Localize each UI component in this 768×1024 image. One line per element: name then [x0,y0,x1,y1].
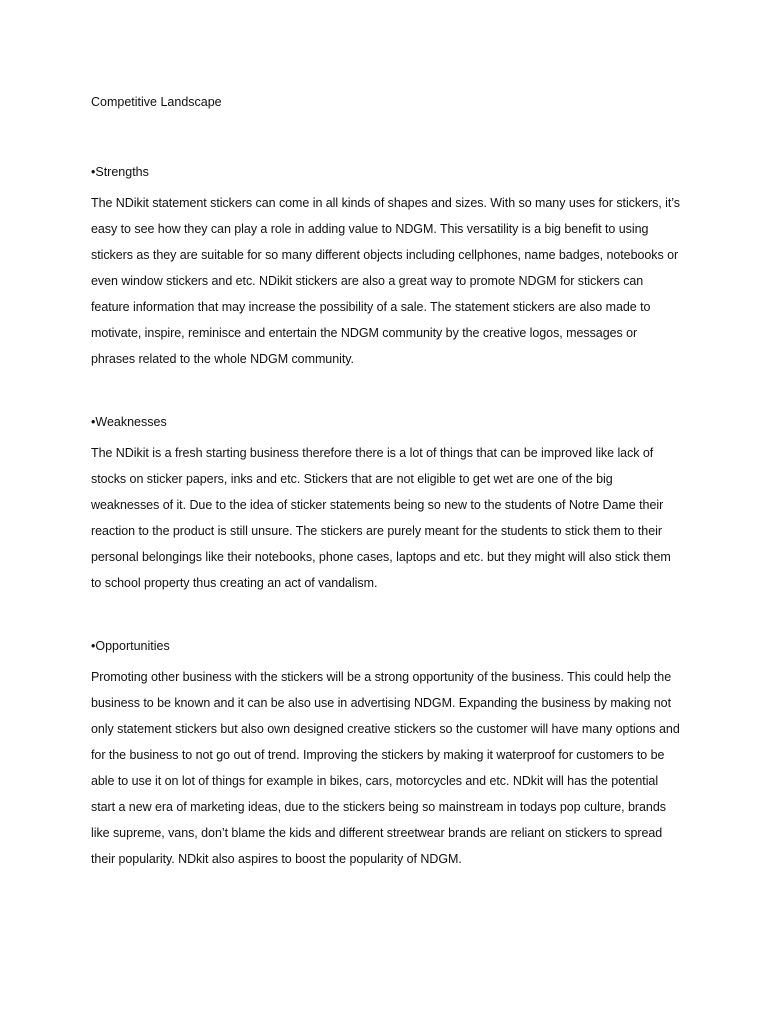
section-heading-weaknesses: •Weaknesses [91,415,167,429]
section-body-weaknesses: The NDikit is a fresh starting business therefore there is a lot of things that can be improved like lack of stocks on sticker papers, inks and etc. Stickers that are not eligible to get wet are one of the big weaknesses of it. Due to the idea of sticker statements being so new to the students of Notre Dame their reaction to the product is still unsure. The stickers are purely meant for the students to stick them to their personal belongings like their notebooks, phone cases, laptops and etc. but they might will also stick them to school property thus creating an act of vandalism. [91,446,671,590]
section-heading-opportunities: •Opportunities [91,639,170,653]
section-weaknesses [91,412,681,596]
section-opportunities [91,636,681,872]
section-heading-strengths: •Strengths [91,165,149,179]
section-body-strengths: The NDikit statement stickers can come in all kinds of shapes and sizes. With so many uses for stickers, it’s easy to see how they can play a role in adding value to NDGM. This versatility is a big benefit to using stickers as they are suitable for so many different objects including cellphones, name badges, notebooks or even window stickers and etc. NDikit stickers are also a great way to promote NDGM for stickers can feature information that may increase the possibility of a sale. The statement stickers are also made to motivate, inspire, reminisce and entertain the NDGM community by the creative logos, messages or phrases related to the whole NDGM community. [91,196,680,366]
document-title: Competitive Landscape [91,95,222,109]
section-body-opportunities: Promoting other business with the stickers will be a strong opportunity of the business. This could help the business to be known and it can be also use in advertising NDGM. Expanding the business by making not only statement stickers but also own designed creative stickers so the customer will have many options and for the business to not go out of trend. Improving the stickers by making it waterproof for customers to be able to use it on lot of things for example in bikes, cars, motorcycles and etc. NDkit will has the potential start a new era of marketing ideas, due to the stickers being so mainstream in todays pop culture, brands like supreme, vans, don’t blame the kids and different streetwear brands are reliant on stickers to spread their popularity. NDkit also aspires to boost the popularity of NDGM. [91,670,680,866]
section-strengths [91,162,681,372]
document-content [91,92,681,912]
